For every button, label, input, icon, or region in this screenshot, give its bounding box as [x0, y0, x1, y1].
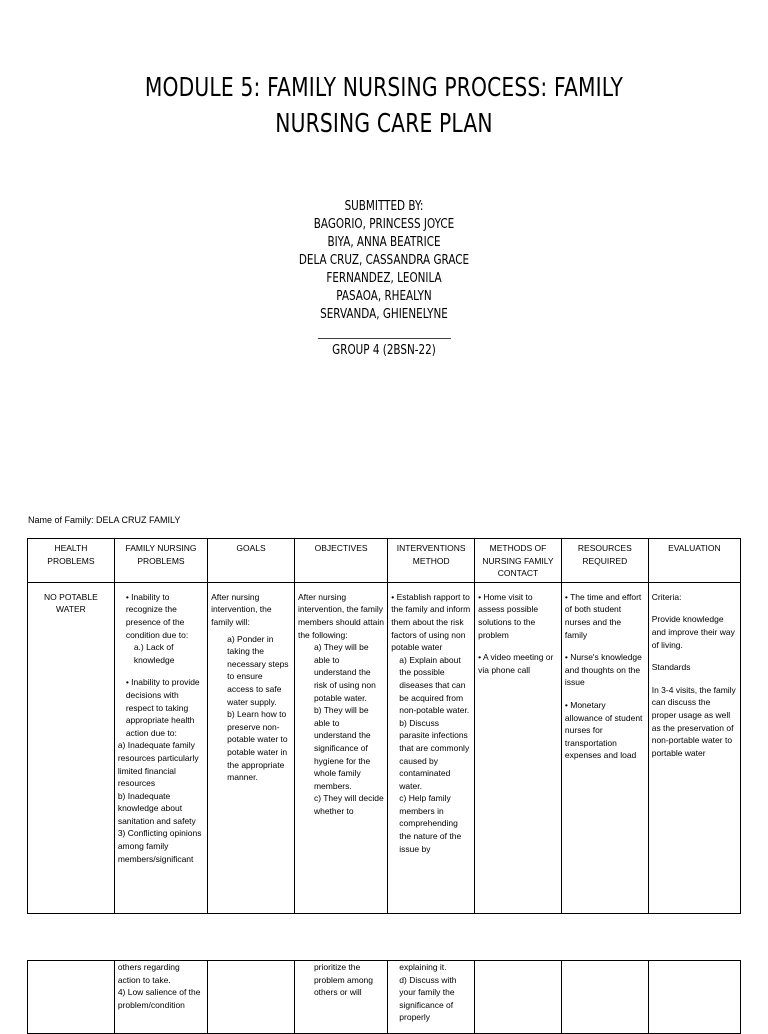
cell-contact-methods	[475, 961, 562, 1034]
cell-evaluation	[648, 961, 740, 1034]
cell-contact-methods: • Home visit to assess possible solutions to the problem • A video meeting or via phone call	[475, 582, 562, 913]
cell-interventions: • Establish rapport to the family and inform them about the risk factors of using non potable water a) Explain about the possible diseases that can be acquired from non-potable water. b) Discuss parasite infections that are commonly caused by contaminated water. c) Help family members in comprehending the nature of the issue by	[388, 582, 475, 913]
header-health-problems: HEALTH PROBLEMS	[28, 539, 115, 583]
cell-health-problem	[28, 961, 115, 1034]
member-name: BIYA, ANNA BEATRICE	[327, 235, 441, 250]
care-plan-table	[27, 538, 741, 914]
cell-family-problems: others regarding action to take. 4) Low salience of the problem/condition	[114, 961, 207, 1034]
submission-block	[224, 198, 544, 360]
cell-interventions: explaining it. d) Discuss with your family the significance of properly	[388, 961, 475, 1034]
header-goals: GOALS	[208, 539, 295, 583]
title-line-1: MODULE 5: FAMILY NURSING PROCESS: FAMILY	[144, 73, 624, 103]
member-name: BAGORIO, PRINCESS JOYCE	[313, 217, 455, 232]
member-name: DELA CRUZ, CASSANDRA GRACE	[298, 253, 470, 268]
family-name-label: Name of Family: DELA CRUZ FAMILY	[28, 515, 181, 525]
table-row	[28, 961, 741, 1034]
header-interventions: INTERVENTIONS METHOD	[388, 539, 475, 583]
cell-goals	[208, 961, 295, 1034]
header-family-nursing-problems: FAMILY NURSING PROBLEMS	[114, 539, 207, 583]
header-resources: RESOURCES REQUIRED	[561, 539, 648, 583]
title-line-2: NURSING CARE PLAN	[275, 109, 493, 139]
header-contact-methods: METHODS OF NURSING FAMILY CONTACT	[475, 539, 562, 583]
member-name: SERVANDA, GHIENELYNE	[320, 307, 448, 322]
group-label: GROUP 4 (2BSN-22)	[332, 343, 436, 358]
cell-goals: After nursing intervention, the family will: a) Ponder in taking the necessary steps to ensure access to safe water supply. b) Learn how to preserve non-potable water to potable water in the appropriate manner.	[208, 582, 295, 913]
member-name: PASAOA, RHEALYN	[336, 289, 432, 304]
table-row	[28, 582, 741, 913]
table-header-row	[28, 539, 741, 583]
header-evaluation: EVALUATION	[648, 539, 740, 583]
header-objectives: OBJECTIVES	[294, 539, 387, 583]
divider-rule: ______________________________	[318, 325, 450, 340]
cell-objectives: After nursing intervention, the family members should attain the following: a) They will be able to understand the risk of using non potable water. b) They will be able to understand the significance of hygiene for the whole family members. c) They will decide whether to	[294, 582, 387, 913]
cell-family-problems: • Inability to recognize the presence of the condition due to: a.) Lack of knowledge • Inability to provide decisions with respect to taking appropriate health action due to: a) Inadequate family resources particularly limited financial resources b) Inadequate knowledge about sanitation and safety 3) Conflicting opinions among family members/significant	[114, 582, 207, 913]
cell-objectives: prioritize the problem among others or will	[294, 961, 387, 1034]
cell-resources: • The time and effort of both student nurses and the family • Nurse's knowledge and thoughts on the issue • Monetary allowance of student nurses for transportation expenses and load	[561, 582, 648, 913]
document-title	[131, 70, 636, 142]
submitted-by-label: SUBMITTED BY:	[344, 199, 424, 214]
care-plan-table-continued	[27, 960, 741, 1034]
member-name: FERNANDEZ, LEONILA	[326, 271, 442, 286]
cell-resources	[561, 961, 648, 1034]
cell-health-problem: NO POTABLE WATER	[28, 582, 115, 913]
cell-evaluation: Criteria: Provide knowledge and improve their way of living. Standards In 3-4 visits, the family can discuss the proper usage as well as the preservation of non-portable water to portable water	[648, 582, 740, 913]
